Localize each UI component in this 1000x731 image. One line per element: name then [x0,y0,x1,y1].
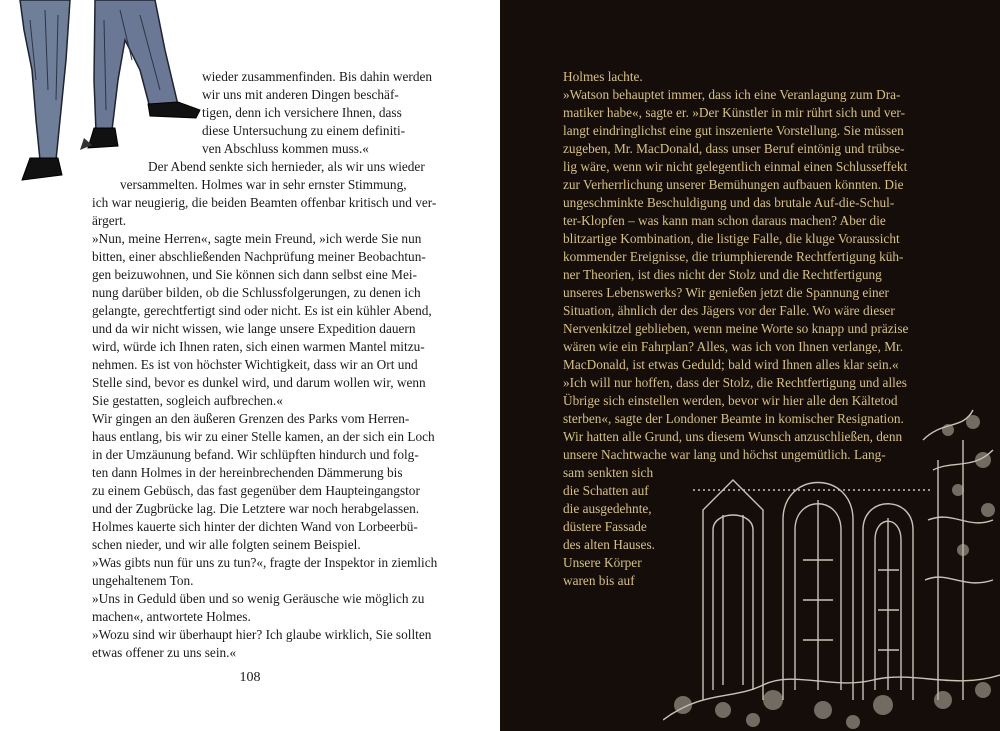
text-line: Stelle sind, bevor es dunkel wird, und darum wollen wir, wenn [92,375,426,390]
text-line: Sie gestatten, sogleich aufbrechen.« [92,393,283,408]
text-line: Situation, ähnlich der des Jägers vor der Falle. Wo wäre dieser [563,303,895,318]
text-line: unseres Lebenswerks? Wir genießen jetzt die Spannung einer [563,285,889,300]
text-line: ven Abschluss kommen muss.« [202,141,369,156]
text-line: tigen, denn ich versichere Ihnen, dass [202,105,402,120]
text-line: blitzartige Kombination, die listige Falle, die kluge Voraussicht [563,231,900,246]
text-line: matiker habe«, sagte er. »Der Künstler in mir rührt sich und ver- [563,105,906,120]
text-line: Der Abend senkte sich hernieder, als wir uns wieder [148,159,425,174]
text-line: Unsere Körper [563,555,642,570]
text-line: diese Untersuchung zu einem definiti- [202,123,406,138]
text-line: langt eindringlichst eine gut inszenierte Vorstellung. Sie müssen [563,123,904,138]
text-line: wir uns mit anderen Dingen beschäf- [202,87,399,102]
text-line: und der Zugbrücke lag. Die Letztere war noch herabgelassen. [92,501,420,516]
text-line: und da wir nicht wissen, wie lange unsere Expedition dauern [92,321,416,336]
text-line: sterben«, sagte der Londoner Beamte in komischer Resignation. [563,411,904,426]
text-line: ten dann Holmes in der hereinbrechenden Dämmerung bis [92,465,403,480]
text-line: ungeschminkte Beschuldigung und das brutale Auf-die-Schul- [563,195,895,210]
text-line: wird, würde ich Ihnen raten, sich einen warmen Mantel mitzu- [92,339,425,354]
text-line: nung darüber bilden, ob die Schlussfolgerungen, zu denen ich [92,285,421,300]
text-line: zugeben, Mr. MacDonald, dass unser Beruf eintönig und trübse- [563,141,905,156]
text-line: schen nieder, und wir alle folgten seinem Beispiel. [92,537,361,552]
text-line: düstere Fassade [563,519,647,534]
text-line: waren bis auf [563,573,635,588]
text-line: ner Theorien, ist dies nicht der Stolz und die Rechtfertigung [563,267,882,282]
text-line: ter-Klopfen – was kann man schon daraus machen? Aber die [563,213,886,228]
text-line: versammelten. Holmes war in sehr ernster Stimmung, [120,177,407,192]
text-line: des alten Hauses. [563,537,655,552]
text-line: bitten, einer abschließenden Nachprüfung meiner Beobachtun- [92,249,426,264]
text-line: sam senkten sich [563,465,654,480]
text-line: »Ich will nur hoffen, dass der Stolz, die Rechtfertigung und alles [563,375,907,390]
text-line: gelangte, gerechtfertigt sind oder nicht. Es ist ein kühler Abend, [92,303,432,318]
text-line: ich war neugierig, die beiden Beamten offenbar kritisch und ver- [92,195,437,210]
text-line: »Was gibts nun für uns zu tun?«, fragte der Inspektor in ziemlich [92,555,438,570]
text-line: MacDonald, ist etwas Geduld; bald wird Ihnen alles klar sein.« [563,357,899,372]
page-number: 108 [239,670,261,685]
text-line: Wir hatten alle Grund, uns diesem Wunsch anzuschließen, denn [563,429,903,444]
text-line: die Schatten auf [563,483,649,498]
text-line: haus entlang, bis wir zu einer Stelle kamen, an der sich ein Loch [92,429,435,444]
text-line: kommender Ereignisse, die triumphierende Rechtfertigung küh- [563,249,904,264]
text-line: wieder zusammenfinden. Bis dahin werden [202,69,433,84]
text-line: die ausgedehnte, [563,501,652,516]
text-line: nehmen. Es ist von höchster Wichtigkeit, dass wir an Ort und [92,357,418,372]
text-line: Holmes kauerte sich hinter der dichten Wand von Lorbeerbü- [92,519,418,534]
text-line: machen«, antwortete Holmes. [92,609,251,624]
text-line: Holmes lachte. [563,69,643,84]
text-line: Nervenkitzel geblieben, wenn meine Worte so knapp und präzise [563,321,909,336]
text-line: Übrige sich einstellen werden, bevor wir hier alle den Kältetod [563,393,898,408]
text-line: »Watson behauptet immer, dass ich eine Veranlagung zum Dra- [563,87,901,102]
text-line: ärgert. [92,213,127,228]
text-line: lig wäre, wenn wir nicht gelegentlich einmal einen Schlusseffekt [563,159,908,174]
text-line: Wir gingen an den äußeren Grenzen des Parks vom Herren- [92,411,410,426]
text-line: ungehaltenem Ton. [92,573,194,588]
text-line: gen beizuwohnen, und Sie können sich dann selbst eine Mei- [92,267,417,282]
text-line: zur Verherrlichung unserer Bemühungen aufbauen könnten. Die [563,177,904,192]
text-line: etwas offener zu uns sein.« [92,645,237,660]
text-line: »Nun, meine Herren«, sagte mein Freund, »ich werde Sie nun [92,231,422,246]
text-line: unsere Nachtwache war lang und höchst ungemütlich. Lang- [563,447,886,462]
right-page [500,0,1000,731]
text-line: zu einem Gebüsch, das fast gegenüber dem Haupteingangstor [92,483,420,498]
text-line: wären wie ein Fahrplan? Alles, was ich von Ihnen verlange, Mr. [563,339,904,354]
text-line: »Wozu sind wir überhaupt hier? Ich glaube wirklich, Sie sollten [92,627,432,642]
text-line: »Uns in Geduld üben und so wenig Geräusche wie möglich zu [92,591,425,606]
text-line: in der Umzäunung befand. Wir schlüpften hindurch und folg- [92,447,419,462]
